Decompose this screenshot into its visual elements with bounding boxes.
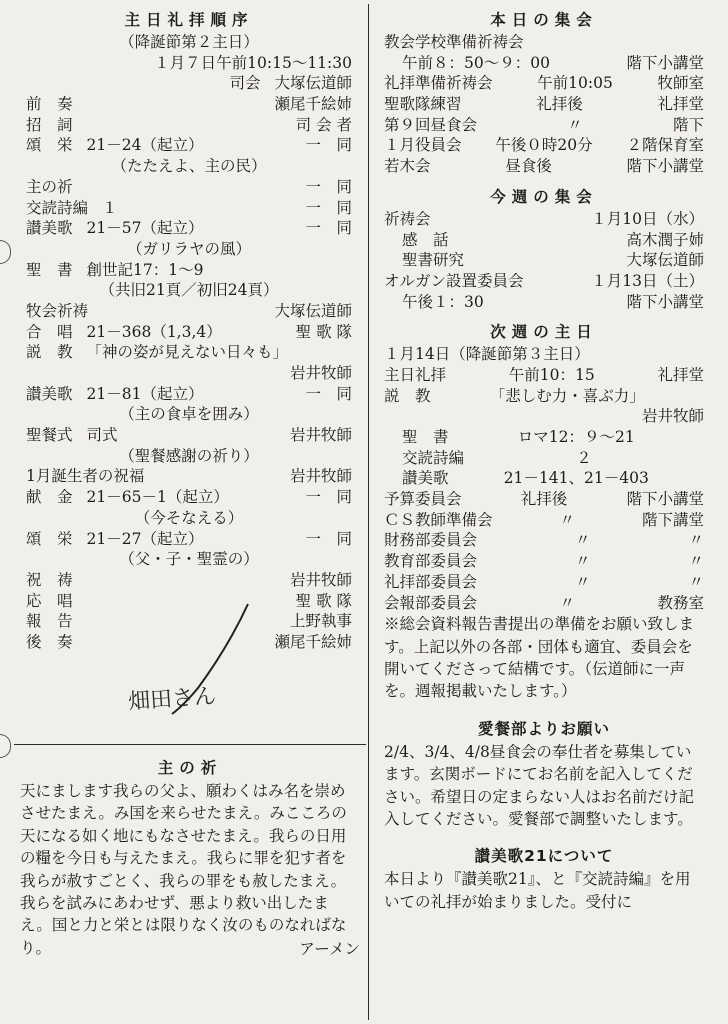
meeting-time: 〃 xyxy=(574,531,591,550)
worship-order-list xyxy=(26,94,352,653)
order-item-label: 主の祈 xyxy=(26,177,73,196)
meeting-time: 礼拝後 xyxy=(536,95,583,114)
order-item-main xyxy=(26,342,288,363)
meeting-row xyxy=(384,156,704,177)
meeting-place: 階下小講堂 xyxy=(626,490,704,509)
meeting-name: 予算委員会 xyxy=(384,490,462,509)
order-item-person: 一 同 xyxy=(305,219,352,238)
meeting-row xyxy=(384,427,704,448)
meeting-name: 第９回昼食会 xyxy=(384,115,478,134)
worship-datetime: １月７日午前10:15～11:30 xyxy=(154,53,352,72)
meeting-row xyxy=(384,292,704,313)
lead-person: 大塚伝道師 xyxy=(274,74,352,93)
order-item-person: 岩井牧師 xyxy=(289,467,352,486)
order-item xyxy=(26,115,352,136)
week-title: 今週の集会 xyxy=(490,187,598,206)
order-item-note: （父・子・聖霊の） xyxy=(119,550,259,569)
order-item-main xyxy=(26,135,203,156)
order-item-main xyxy=(26,591,87,612)
meeting-name: 感 話 xyxy=(402,230,449,249)
meeting-place: 牧師室 xyxy=(657,74,704,93)
order-item-main xyxy=(26,487,229,508)
section-divider xyxy=(14,744,366,745)
order-item-label: 応 唱 xyxy=(26,591,73,610)
meeting-name: 礼拝部委員会 xyxy=(384,572,478,591)
order-item-person: 一 同 xyxy=(305,488,352,507)
order-item-note: （聖餐感謝の祈り） xyxy=(119,446,259,465)
meeting-time: 〃 xyxy=(567,115,583,134)
order-item-note: （共旧21頁／初旧24頁） xyxy=(99,281,279,300)
order-item-label: 交読詩編 xyxy=(26,198,89,217)
worship-order-title: 主日礼拝順序 xyxy=(124,11,254,29)
meeting-time: 午後０時20分 xyxy=(495,136,593,155)
order-item xyxy=(26,198,352,219)
order-item-detail: 「神の姿が見えない日々も」 xyxy=(86,343,289,362)
meeting-row xyxy=(384,365,704,386)
order-item-main xyxy=(26,177,87,198)
order-item xyxy=(26,384,352,405)
meeting-name: 聖歌隊練習 xyxy=(384,95,462,114)
order-item-label: 讃美歌 xyxy=(26,219,73,238)
meeting-name: 教会学校準備祈祷会 xyxy=(384,33,524,51)
meeting-row xyxy=(384,448,704,469)
meeting-place: 〃 xyxy=(688,572,704,591)
meeting-time: 午前10：15 xyxy=(508,365,595,384)
next-sunday-title: 次週の主日 xyxy=(490,323,598,342)
meeting-name: 説 教 xyxy=(384,386,431,405)
order-item-person: 瀬尾千絵姉 xyxy=(274,632,352,651)
meeting-name: 聖 書 xyxy=(402,428,449,446)
order-item xyxy=(26,94,352,115)
order-item-main xyxy=(26,466,158,487)
order-item-detail: 21－81（起立） xyxy=(86,384,204,403)
order-item-person: 一 同 xyxy=(305,384,352,403)
meeting-row xyxy=(384,94,704,115)
meeting-place: 岩井牧師 xyxy=(641,407,704,426)
order-item-main xyxy=(26,198,118,219)
order-item-label: 祝 祷 xyxy=(26,570,73,589)
order-item xyxy=(26,322,352,343)
meeting-row xyxy=(384,115,704,136)
meeting-row xyxy=(384,73,704,94)
column-divider xyxy=(368,4,369,1020)
order-item-label: 聖 書 xyxy=(26,260,73,279)
order-item-detail: １ xyxy=(102,198,118,217)
order-item-person: 岩井牧師 xyxy=(289,570,352,589)
order-item xyxy=(26,301,352,322)
lords-prayer xyxy=(20,756,360,959)
order-item-label: 後 奏 xyxy=(26,632,73,651)
meeting-row xyxy=(384,530,704,551)
meeting-place: 階下講堂 xyxy=(641,510,704,529)
order-item-detail: 司式 xyxy=(86,426,118,445)
agape-title: 愛餐部よりお願い xyxy=(477,719,610,738)
order-item-label: 説 教 xyxy=(26,343,73,362)
order-item-main xyxy=(26,260,203,281)
meeting-place: 階下小講堂 xyxy=(626,157,704,176)
meeting-name: ＣＳ教師準備会 xyxy=(384,510,493,529)
today-title: 本日の集会 xyxy=(490,11,598,29)
meeting-row xyxy=(384,32,704,53)
order-item-main xyxy=(26,218,203,239)
order-item-label: 頌 栄 xyxy=(26,136,73,155)
meeting-row xyxy=(384,551,704,572)
order-item-main xyxy=(26,384,203,405)
handwritten-name: 畑田さん xyxy=(127,683,217,716)
lords-prayer-text: 天にまします我らの父よ、願わくはみ名を崇めさせたまえ。み国を来らせたまえ。みこころの天になる如く地にもなさせたまえ。我らの日用の糧を今日も与えたまえ。我らに罪を犯す者を我らが赦すごとく、我らの罪をも赦したまえ。我らを試みにあわせず、悪より救い出したまえ。国と力と栄とは限りなく汝のものなればなり。 xyxy=(20,782,347,957)
meeting-row xyxy=(384,271,704,292)
order-item-label: 牧会祈祷 xyxy=(26,301,89,320)
order-item-person: 瀬尾千絵姉 xyxy=(274,95,352,114)
meeting-name: 聖書研究 xyxy=(402,251,465,270)
order-item-label: 合 唱 xyxy=(26,322,73,341)
meeting-place: １月10日（水） xyxy=(591,209,704,228)
meeting-row xyxy=(384,250,704,271)
meeting-name: １月14日（降誕節第３主日） xyxy=(384,345,590,364)
meeting-row xyxy=(384,230,704,251)
order-item-label: 献 金 xyxy=(26,488,73,507)
hymnal-title: 讃美歌21について xyxy=(474,847,614,866)
order-item-main xyxy=(26,570,87,591)
order-item-label: 報 告 xyxy=(26,612,73,631)
meeting-time: 〃 xyxy=(559,593,575,612)
lead-row xyxy=(26,73,352,94)
order-item-label: 讃美歌 xyxy=(26,384,73,403)
lead-role: 司会 xyxy=(229,74,261,93)
meeting-place: 〃 xyxy=(688,552,704,571)
meeting-row xyxy=(384,468,704,489)
meeting-name: 祈祷会 xyxy=(384,209,431,228)
order-item-main xyxy=(26,301,102,322)
worship-order-subtitle: （降誕節第２主日） xyxy=(119,33,259,51)
order-item-person: 上野執事 xyxy=(289,612,352,631)
meeting-name: オルガン設置委員会 xyxy=(384,271,524,290)
notice-text: ※総会資料報告書提出の準備をお願い致します。上記以外の各部・団体も適宜、委員会を開いてくださって結構です。（伝道師に一声を。週報掲載いたします。） xyxy=(384,615,695,701)
meeting-name: 讃美歌 xyxy=(402,469,449,488)
meeting-row xyxy=(384,593,704,614)
order-item-label: 聖餐式 xyxy=(26,426,73,445)
order-item-label: 1月誕生者の祝福 xyxy=(26,467,145,486)
meeting-time: 午前10:05 xyxy=(537,74,613,93)
order-item xyxy=(26,218,352,239)
order-item-detail: 21－24（起立） xyxy=(86,136,204,155)
next-sunday-list xyxy=(384,344,704,613)
order-item-main xyxy=(26,611,87,632)
order-item-person: 大塚伝道師 xyxy=(274,301,352,320)
order-item xyxy=(26,529,352,550)
order-item-label: 前 奏 xyxy=(26,95,73,114)
order-item-main xyxy=(26,322,222,343)
meeting-name: 教育部委員会 xyxy=(384,552,478,571)
meeting-place: 大塚伝道師 xyxy=(626,251,704,270)
worship-lead xyxy=(26,73,352,94)
meeting-time: 〃 xyxy=(574,572,591,591)
order-item-main xyxy=(26,529,203,550)
meeting-name: 礼拝準備祈祷会 xyxy=(384,74,493,93)
order-item-note: （主の食卓を囲み） xyxy=(119,405,259,424)
meeting-row xyxy=(384,406,704,427)
order-item-label: 頌 栄 xyxy=(26,529,73,548)
worship-order-column xyxy=(26,8,352,653)
meeting-place: 礼拝堂 xyxy=(657,365,704,384)
week-meetings-list xyxy=(384,209,704,312)
meeting-time: 〃 xyxy=(559,510,575,529)
meeting-row xyxy=(384,135,704,156)
order-item-detail: 21－57（起立） xyxy=(86,219,204,238)
order-item xyxy=(26,466,352,487)
meeting-row xyxy=(384,510,704,531)
meetings-column xyxy=(384,8,704,913)
meeting-row xyxy=(384,209,704,230)
meeting-time: 礼拝後 xyxy=(520,490,568,509)
order-item-note: （ガリラヤの風） xyxy=(126,239,251,258)
hymnal-text: 本日より『讃美歌21』、と『交読詩編』を用いての礼拝が始まりました。受付に xyxy=(384,870,691,911)
meeting-place: 階下小講堂 xyxy=(626,53,704,72)
order-item-person: 岩井牧師 xyxy=(289,364,352,382)
order-item xyxy=(26,363,352,384)
meeting-time: ロマ12：９～21 xyxy=(517,428,635,446)
meeting-time: 「悲しむ力・喜ぶ力」 xyxy=(489,386,645,405)
order-item-person: 岩井牧師 xyxy=(289,426,352,445)
meeting-place: 〃 xyxy=(688,531,704,550)
order-item-person: 一 同 xyxy=(305,198,352,217)
order-item-main xyxy=(26,632,87,653)
order-item-detail: 21－65－1（起立） xyxy=(86,488,229,507)
meeting-time: ２ xyxy=(576,448,592,467)
order-item-person: 一 同 xyxy=(305,177,352,196)
order-item-main xyxy=(26,425,118,446)
order-item-person: 聖 歌 隊 xyxy=(295,591,352,610)
meeting-name: 主日礼拝 xyxy=(384,365,447,384)
meeting-name: 交読詩編 xyxy=(402,448,465,467)
meeting-name: 午前８：50～９：00 xyxy=(402,53,550,72)
meeting-name: 若木会 xyxy=(384,157,431,176)
order-item-person: 聖 歌 隊 xyxy=(295,322,352,341)
order-item xyxy=(26,570,352,591)
order-item-person: 一 同 xyxy=(305,529,352,548)
meeting-name: 財務部委員会 xyxy=(384,531,478,550)
meeting-name: 会報部委員会 xyxy=(384,593,478,612)
order-item xyxy=(26,425,352,446)
meeting-row xyxy=(384,489,704,510)
order-item-main xyxy=(26,94,87,115)
meeting-place: ２階保育室 xyxy=(626,136,704,155)
meeting-row xyxy=(384,386,704,407)
order-item-detail: 21－368（1,3,4） xyxy=(86,322,222,341)
meeting-place: 教務室 xyxy=(657,593,704,612)
meeting-place: 高木潤子姉 xyxy=(626,230,704,249)
order-item-note: （たたえよ、主の民） xyxy=(111,157,267,176)
order-item-label: 招 詞 xyxy=(26,115,73,134)
amen-text: アーメン xyxy=(299,940,360,959)
order-item-main xyxy=(26,115,87,136)
punch-hole-mark xyxy=(0,734,11,758)
lords-prayer-title: 主の祈 xyxy=(157,759,223,777)
punch-hole-mark xyxy=(0,240,11,264)
order-item xyxy=(26,260,352,281)
meeting-time: 〃 xyxy=(574,552,591,571)
order-item xyxy=(26,487,352,508)
meeting-name: １月役員会 xyxy=(384,136,462,155)
order-item-note: （今そなえる） xyxy=(134,508,244,527)
order-item xyxy=(26,135,352,156)
meeting-place: 階下 xyxy=(672,115,704,134)
meeting-name: 午後１：30 xyxy=(402,292,484,311)
meeting-time: 21－141、21－403 xyxy=(503,469,649,488)
meeting-place: 礼拝堂 xyxy=(657,95,704,114)
order-item-person: 司 会 者 xyxy=(295,115,352,134)
order-item-person: 一 同 xyxy=(305,136,352,155)
today-meetings-list xyxy=(384,32,704,177)
meeting-place: １月13日（土） xyxy=(591,271,704,290)
meeting-place: 階下小講堂 xyxy=(626,292,704,311)
agape-text: 2/4、3/4、4/8昼食会の奉仕者を募集しています。玄関ボードにてお名前を記入してください。希望日の定まらない人はお名前だけ記入してください。愛餐部で調整いたします。 xyxy=(384,742,695,829)
meeting-row xyxy=(384,572,704,593)
order-item xyxy=(26,342,352,363)
order-item xyxy=(26,177,352,198)
meeting-time: 昼食後 xyxy=(505,157,552,176)
order-item-detail: 21－27（起立） xyxy=(86,529,204,548)
order-item-detail: 創世記17：1～9 xyxy=(86,260,204,279)
meeting-row xyxy=(384,344,704,365)
meeting-row xyxy=(384,53,704,74)
